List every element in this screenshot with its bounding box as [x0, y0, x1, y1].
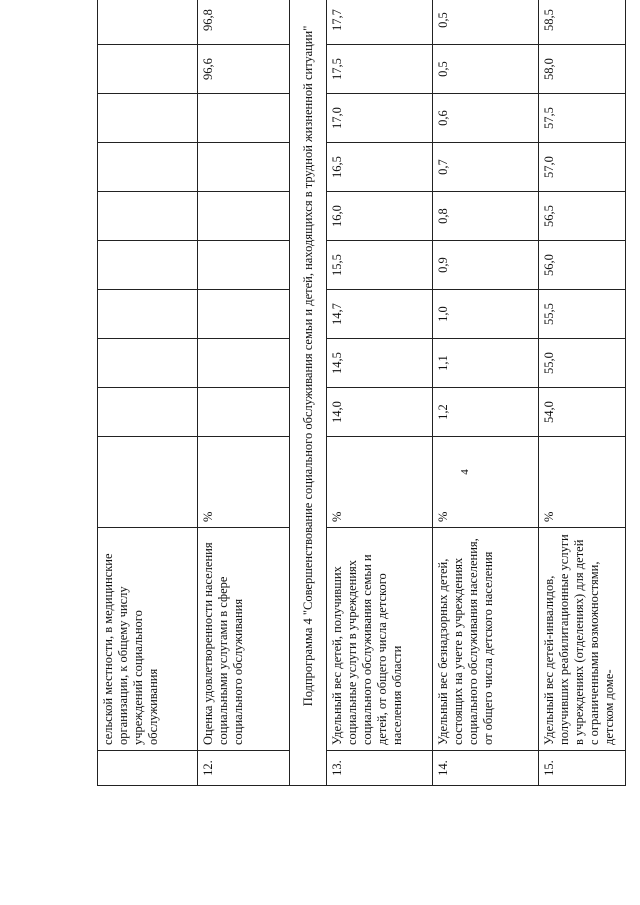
row-number-cell: 15. — [539, 751, 626, 786]
value-cell: 58,5 — [539, 0, 626, 45]
value-cell: 0,7 — [433, 143, 539, 192]
value-cell — [198, 241, 290, 290]
value-cell — [98, 0, 198, 45]
row-number-cell: 13. — [327, 751, 433, 786]
page-number: 4 — [458, 469, 471, 475]
table-row — [198, 0, 290, 786]
value-cell — [98, 339, 198, 388]
value-cell: 57,5 — [539, 94, 626, 143]
value-cell: 14,0 — [327, 388, 433, 437]
value-cell: 0,5 — [433, 0, 539, 45]
rotated-table-page — [97, 9, 616, 786]
value-cell — [98, 45, 198, 94]
value-cell: 17,5 — [327, 45, 433, 94]
value-cell: 14,7 — [327, 290, 433, 339]
value-cell: 17,0 — [327, 94, 433, 143]
row-number-cell: 12. — [198, 751, 290, 786]
value-cell: 55,5 — [539, 290, 626, 339]
subprogram-heading-row — [290, 0, 327, 786]
value-cell: 14,5 — [327, 339, 433, 388]
value-cell — [198, 192, 290, 241]
table-row — [327, 0, 433, 786]
value-cell: 0,9 — [433, 241, 539, 290]
value-cell — [98, 192, 198, 241]
value-cell: 1,1 — [433, 339, 539, 388]
value-cell: 56,5 — [539, 192, 626, 241]
value-cell: 96,8 — [198, 0, 290, 45]
value-cell — [98, 143, 198, 192]
subprogram-heading: Подпрограмма 4 "Совершенствование социального обслуживания семьи и детей, находящихся в трудной жизненной ситуации" — [290, 0, 327, 786]
unit-cell: % — [198, 437, 290, 528]
value-cell — [98, 94, 198, 143]
unit-cell — [98, 437, 198, 528]
indicator-name-cell: Удельный вес безнадзорных детей, состоящих на учете в учреждениях социального обслуживания населения, от общего числа детского населения — [433, 528, 539, 751]
value-cell — [98, 241, 198, 290]
value-cell: 0,5 — [433, 45, 539, 94]
indicators-table — [97, 0, 626, 786]
value-cell: 56,0 — [539, 241, 626, 290]
value-cell — [198, 143, 290, 192]
value-cell — [98, 388, 198, 437]
value-cell: 57,0 — [539, 143, 626, 192]
value-cell: 54,0 — [539, 388, 626, 437]
value-cell: 15,5 — [327, 241, 433, 290]
value-cell: 58,0 — [539, 45, 626, 94]
value-cell: 0,8 — [433, 192, 539, 241]
row-number-cell: 14. — [433, 751, 539, 786]
unit-cell: % — [539, 437, 626, 528]
value-cell: 1,2 — [433, 388, 539, 437]
unit-cell: % — [433, 437, 539, 528]
row-number-cell — [98, 751, 198, 786]
unit-cell: % — [327, 437, 433, 528]
value-cell: 1,0 — [433, 290, 539, 339]
value-cell — [98, 290, 198, 339]
table-row — [98, 0, 198, 786]
value-cell — [198, 290, 290, 339]
value-cell: 55,0 — [539, 339, 626, 388]
value-cell: 0,6 — [433, 94, 539, 143]
value-cell: 96,6 — [198, 45, 290, 94]
table-row — [433, 0, 539, 786]
value-cell — [198, 339, 290, 388]
indicator-name-cell: сельской местности, в медицинские организации, к общему числу учреждений социального обслуживания — [98, 528, 198, 751]
value-cell — [198, 94, 290, 143]
table-row — [539, 0, 626, 786]
value-cell: 17,7 — [327, 0, 433, 45]
value-cell — [198, 388, 290, 437]
indicator-name-cell: Оценка удовлетворенности населения социальными услугами в сфере социального обслуживания — [198, 528, 290, 751]
indicator-name-cell: Удельный вес детей, получивших социальные услуги в учреждениях социального обслуживания семьи и детей, от общего числа детского населения области — [327, 528, 433, 751]
indicator-name-cell: Удельный вес детей-инвалидов, получивших реабилитационные услуги в учреждениях (отделениях) для детей с ограниченными возможностями, детском доме- — [539, 528, 626, 751]
value-cell: 16,5 — [327, 143, 433, 192]
value-cell: 16,0 — [327, 192, 433, 241]
